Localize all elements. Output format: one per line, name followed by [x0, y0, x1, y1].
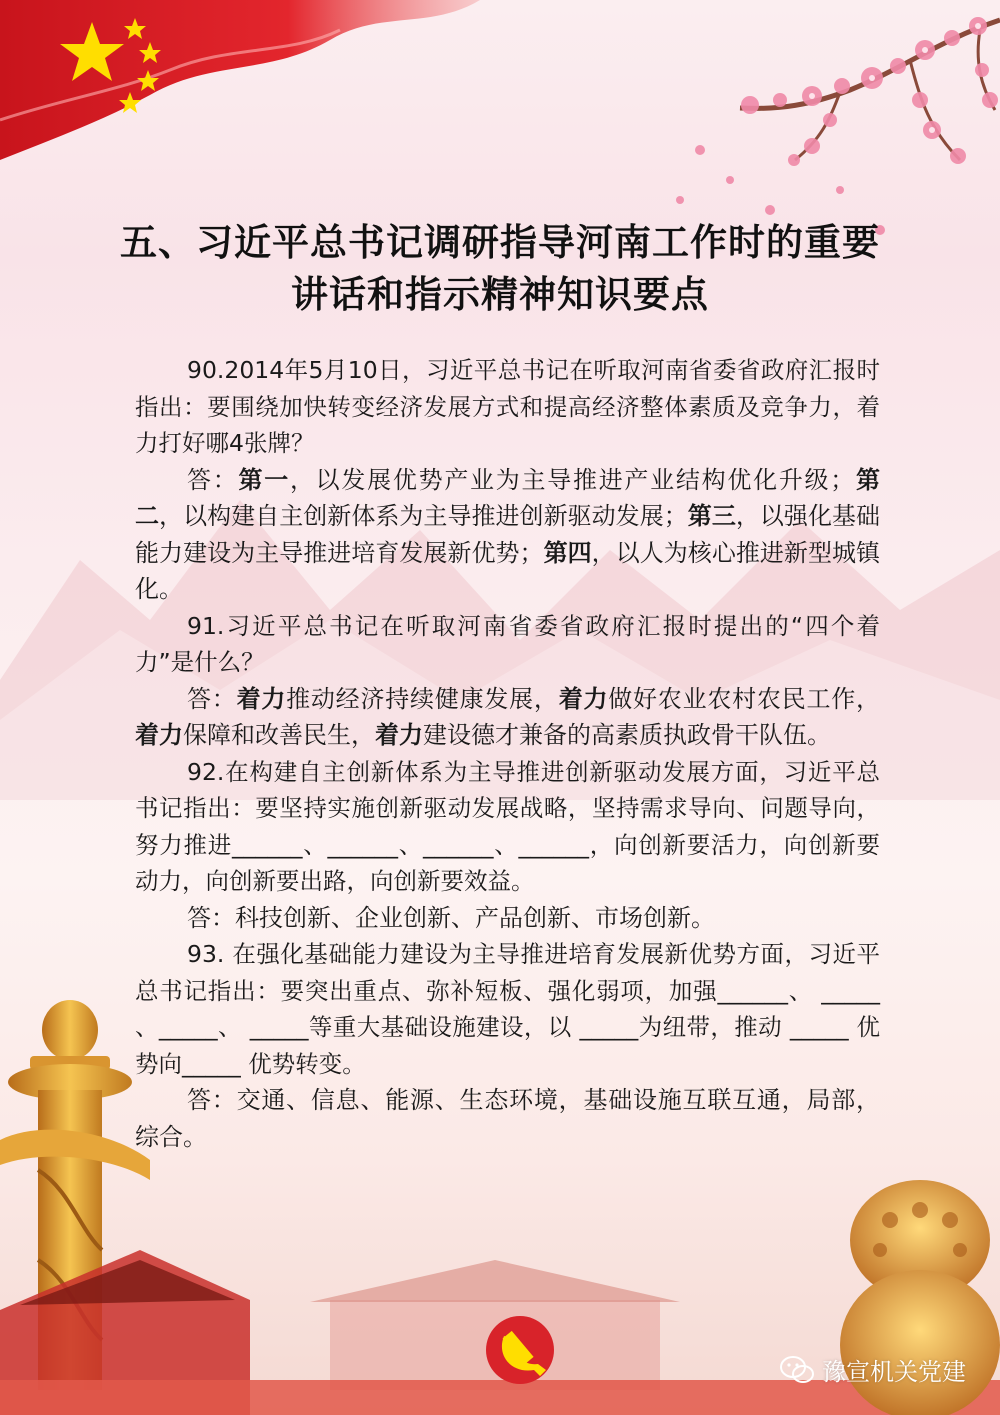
page-title — [80, 216, 920, 320]
answer-text: ，以人为核心推进新型城镇化。 — [135, 538, 881, 603]
qa-body — [135, 352, 880, 1155]
answer-prefix: 答： — [187, 903, 235, 932]
answer-bold-text: 第一 — [238, 465, 290, 494]
answer-text: ，以发展优势产业为主导推进产业结构优化升级； — [289, 465, 855, 494]
answer-93 — [135, 1082, 880, 1155]
answer-prefix: 答： — [187, 1086, 237, 1114]
question-92: 92.在构建自主创新体系为主导推进创新驱动发展方面，习近平总书记指出：要坚持实施创新驱动发展战略，坚持需求导向、问题导向，努力推进______、______、______、______，向创新要活力，向创新要动力，向创新要出路，向创新要效益。 — [135, 757, 880, 895]
answer-bold-text: 着力 — [236, 684, 287, 713]
question-91: 91.习近平总书记在听取河南省委省政府汇报时提出的“四个着力”是什么？ — [135, 611, 880, 676]
answer-text: 做好农业农村农民工作， — [608, 684, 881, 713]
watermark-text: 豫宣机关党建 — [822, 1358, 966, 1386]
answer-bold-text: 着力 — [375, 721, 423, 749]
answer-text: 推动经济持续健康发展， — [286, 684, 559, 713]
answer-92 — [135, 900, 880, 937]
title-line-2: 讲话和指示精神知识要点 — [291, 272, 709, 316]
answer-text: ，以强化基础能力建设为主导推进培育发展新优势； — [135, 502, 881, 567]
answer-bold-text: 着力 — [135, 721, 183, 749]
answer-text: ，以构建自主创新体系为主导推进创新驱动发展； — [159, 502, 688, 530]
answer-prefix: 答： — [187, 465, 239, 494]
answer-text: 科技创新、企业创新、产品创新、市场创新。 — [235, 903, 715, 932]
question-90: 90.2014年5月10日，习近平总书记在听取河南省委省政府汇报时指出：要围绕加快转变经济发展方式和提高经济整体素质及竞争力，着力打好哪4张牌？ — [135, 356, 880, 457]
wechat-icon — [780, 1356, 814, 1384]
party-emblem-icon — [486, 1316, 554, 1384]
answer-90 — [135, 462, 880, 608]
red-flag-decoration — [0, 0, 520, 170]
answer-text: 建设德才兼备的高素质执政骨干队伍。 — [423, 721, 831, 749]
question-93: 93. 在强化基础能力建设为主导推进培育发展新优势方面，习近平总书记指出：要突出重点、弥补短板、强化弱项，加强______、 _____ 、_____、 _____等重大基础设施建设，以 _____为纽带，推动 _____ 优势向_____ 优势转变。 — [135, 940, 880, 1078]
answer-prefix: 答： — [187, 684, 237, 713]
answer-bold-text: 第三 — [687, 502, 736, 530]
answer-bold-text: 第四 — [543, 538, 592, 567]
title-line-1: 五、习近平总书记调研指导河南工作时的重要 — [120, 220, 880, 264]
answer-91 — [135, 681, 880, 754]
answer-text: 交通、信息、能源、生态环境，基础设施互联互通，局部，综合。 — [135, 1086, 881, 1151]
answer-bold-text: 第二 — [135, 465, 881, 530]
wechat-watermark — [780, 1352, 966, 1387]
answer-text: 保障和改善民生， — [183, 721, 375, 749]
answer-bold-text: 着力 — [558, 684, 609, 713]
